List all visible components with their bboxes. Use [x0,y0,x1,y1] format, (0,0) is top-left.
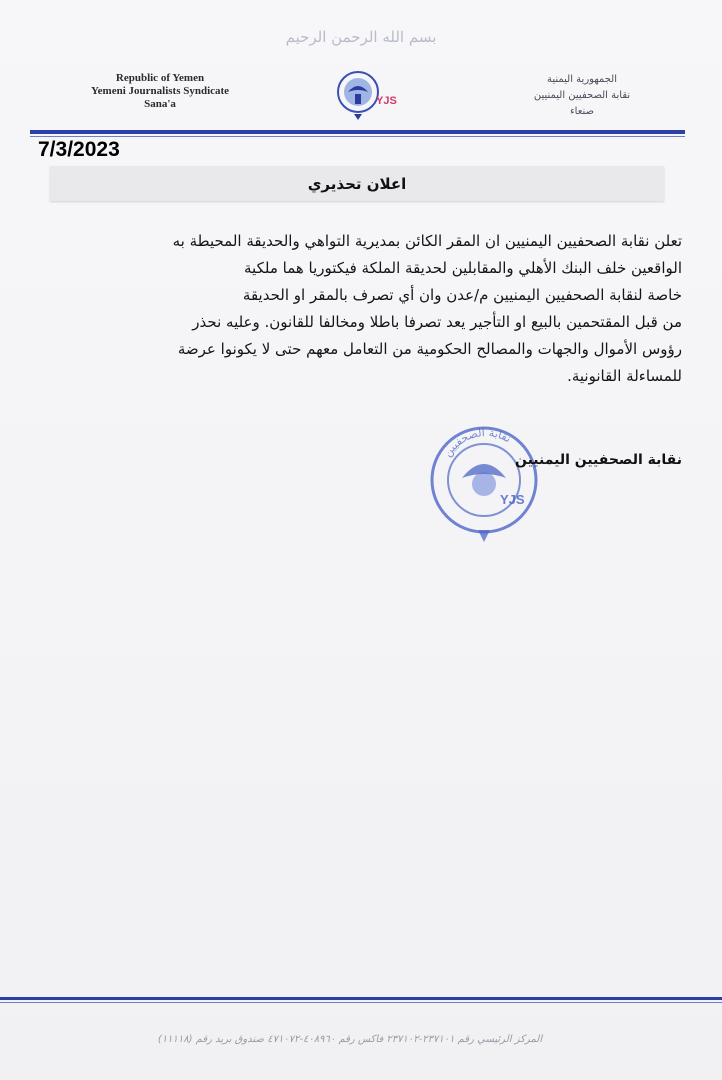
body-line: تعلن نقابة الصحفيين اليمنيين ان المقر الكائن بمديرية التواهي والحديقة المحيطة به [172,232,682,250]
header-english-line: Sana'a [144,98,176,110]
basmala: بسم الله الرحمن الرحيم [285,28,437,46]
syndicate-logo [328,64,398,124]
header-rule-thin [30,136,685,137]
svg-text:YJS: YJS [376,95,397,107]
official-stamp [422,420,552,550]
signature-name: نقابة الصحفيين اليمنيين [514,452,682,468]
header-english-line: Republic of Yemen [115,72,205,84]
body-line: رؤوس الأموال والجهات والمصالح الحكومية من التعامل معهم حتى لا يكونوا عرضة [177,340,682,358]
document-title: اعلان تحذيري [307,175,407,193]
header-arabic [512,72,652,120]
document-date: 7/3/2023 [38,138,120,161]
header-english-line: Yemeni Journalists Syndicate [90,85,230,97]
header-arabic-line: نقابة الصحفيين اليمنيين [533,90,631,101]
footer-rule-thin [0,1002,722,1003]
body-line: خاصة لنقابة الصحفيين اليمنيين م/عدن وان أي تصرف بالمقر او الحديقة [242,286,682,304]
header-arabic-line: صنعاء [569,106,595,117]
header-english [70,72,250,111]
footer-rule [0,997,722,1000]
footer-contact: المركز الرئيسي رقم ٢٣٧١٠١-٢٣٧١٠٢ فاكس رقم ٤٠٨٩٦٠-٤٧١٠٧٢ صندوق بريد رقم (١١١١٨) [157,1034,543,1045]
announcement-body [42,228,682,390]
svg-text:نقابة الصحفيين: نقابة الصحفيين [440,426,514,460]
body-line: من قبل المقتحمين بالبيع او التأجير يعد تصرفا باطلا ومخالفا للقانون. وعليه نحذر [192,313,682,331]
body-line: الواقعين خلف البنك الأهلي والمقابلين لحديقة الملكة فيكتوريا هما ملكية [244,259,682,277]
body-line: للمساءلة القانونية. [567,367,682,385]
svg-text:YJS: YJS [500,492,525,507]
header-rule [30,130,685,134]
header-arabic-line: الجمهورية اليمنية [546,74,617,85]
